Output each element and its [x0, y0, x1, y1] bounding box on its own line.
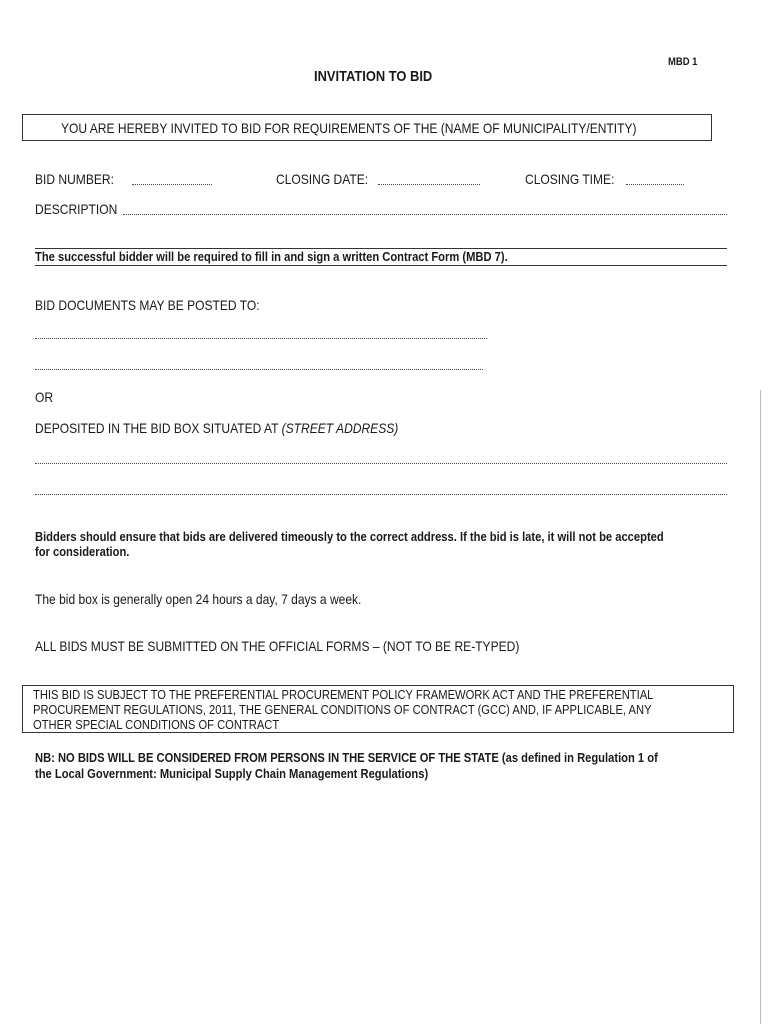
closing-date-label: CLOSING DATE: — [276, 171, 369, 187]
timeous-notice-line-2: for consideration. — [35, 544, 130, 559]
form-code: MBD 1 — [668, 56, 698, 68]
nb-notice-line-2: the Local Government: Municipal Supply Chain Management Regulations) — [35, 766, 429, 781]
street-address-line-1[interactable] — [35, 463, 727, 464]
conditions-line-1: THIS BID IS SUBJECT TO THE PREFERENTIAL PROCUREMENT POLICY FRAMEWORK ACT AND THE PREFERENTIAL — [33, 687, 654, 702]
conditions-line-3: OTHER SPECIAL CONDITIONS OF CONTRACT — [33, 717, 280, 732]
invitation-box — [22, 114, 712, 141]
nb-notice-line-1: NB: NO BIDS WILL BE CONSIDERED FROM PERSONS IN THE SERVICE OF THE STATE (as defined in Regulation 1 of — [35, 750, 658, 765]
or-label: OR — [35, 389, 54, 405]
postal-address-line-2[interactable] — [35, 369, 483, 370]
contract-notice: The successful bidder will be required to fill in and sign a written Contract Form (MBD 7). — [35, 249, 508, 264]
description-label: DESCRIPTION — [35, 201, 118, 217]
bid-number-label: BID NUMBER: — [35, 171, 114, 187]
description-field[interactable] — [123, 214, 727, 215]
scan-edge-line — [760, 390, 761, 1024]
official-forms-notice: ALL BIDS MUST BE SUBMITTED ON THE OFFICIAL FORMS – (NOT TO BE RE-TYPED) — [35, 638, 520, 654]
street-address-label: (STREET ADDRESS) — [281, 420, 399, 436]
closing-time-label: CLOSING TIME: — [525, 171, 615, 187]
timeous-notice-line-1: Bidders should ensure that bids are delivered timeously to the correct address. If the bid is late, it will not be accepted — [35, 529, 664, 544]
deposited-label: DEPOSITED IN THE BID BOX SITUATED AT (STREET ADDRESS) — [35, 420, 399, 436]
conditions-line-2: PROCUREMENT REGULATIONS, 2011, THE GENERAL CONDITIONS OF CONTRACT (GCC) AND, IF APPLICABLE, ANY — [33, 702, 652, 717]
conditions-box — [22, 685, 734, 733]
closing-date-field[interactable] — [378, 184, 480, 185]
street-address-line-2[interactable] — [35, 494, 727, 495]
postal-address-line-1[interactable] — [35, 338, 487, 339]
posted-to-label: BID DOCUMENTS MAY BE POSTED TO: — [35, 297, 260, 313]
invitation-text: YOU ARE HEREBY INVITED TO BID FOR REQUIREMENTS OF THE (NAME OF MUNICIPALITY/ENTITY) — [61, 120, 637, 136]
bid-box-hours: The bid box is generally open 24 hours a day, 7 days a week. — [35, 591, 362, 607]
bid-number-field[interactable] — [132, 184, 212, 185]
divider-bottom — [35, 265, 727, 266]
closing-time-field[interactable] — [626, 184, 684, 185]
